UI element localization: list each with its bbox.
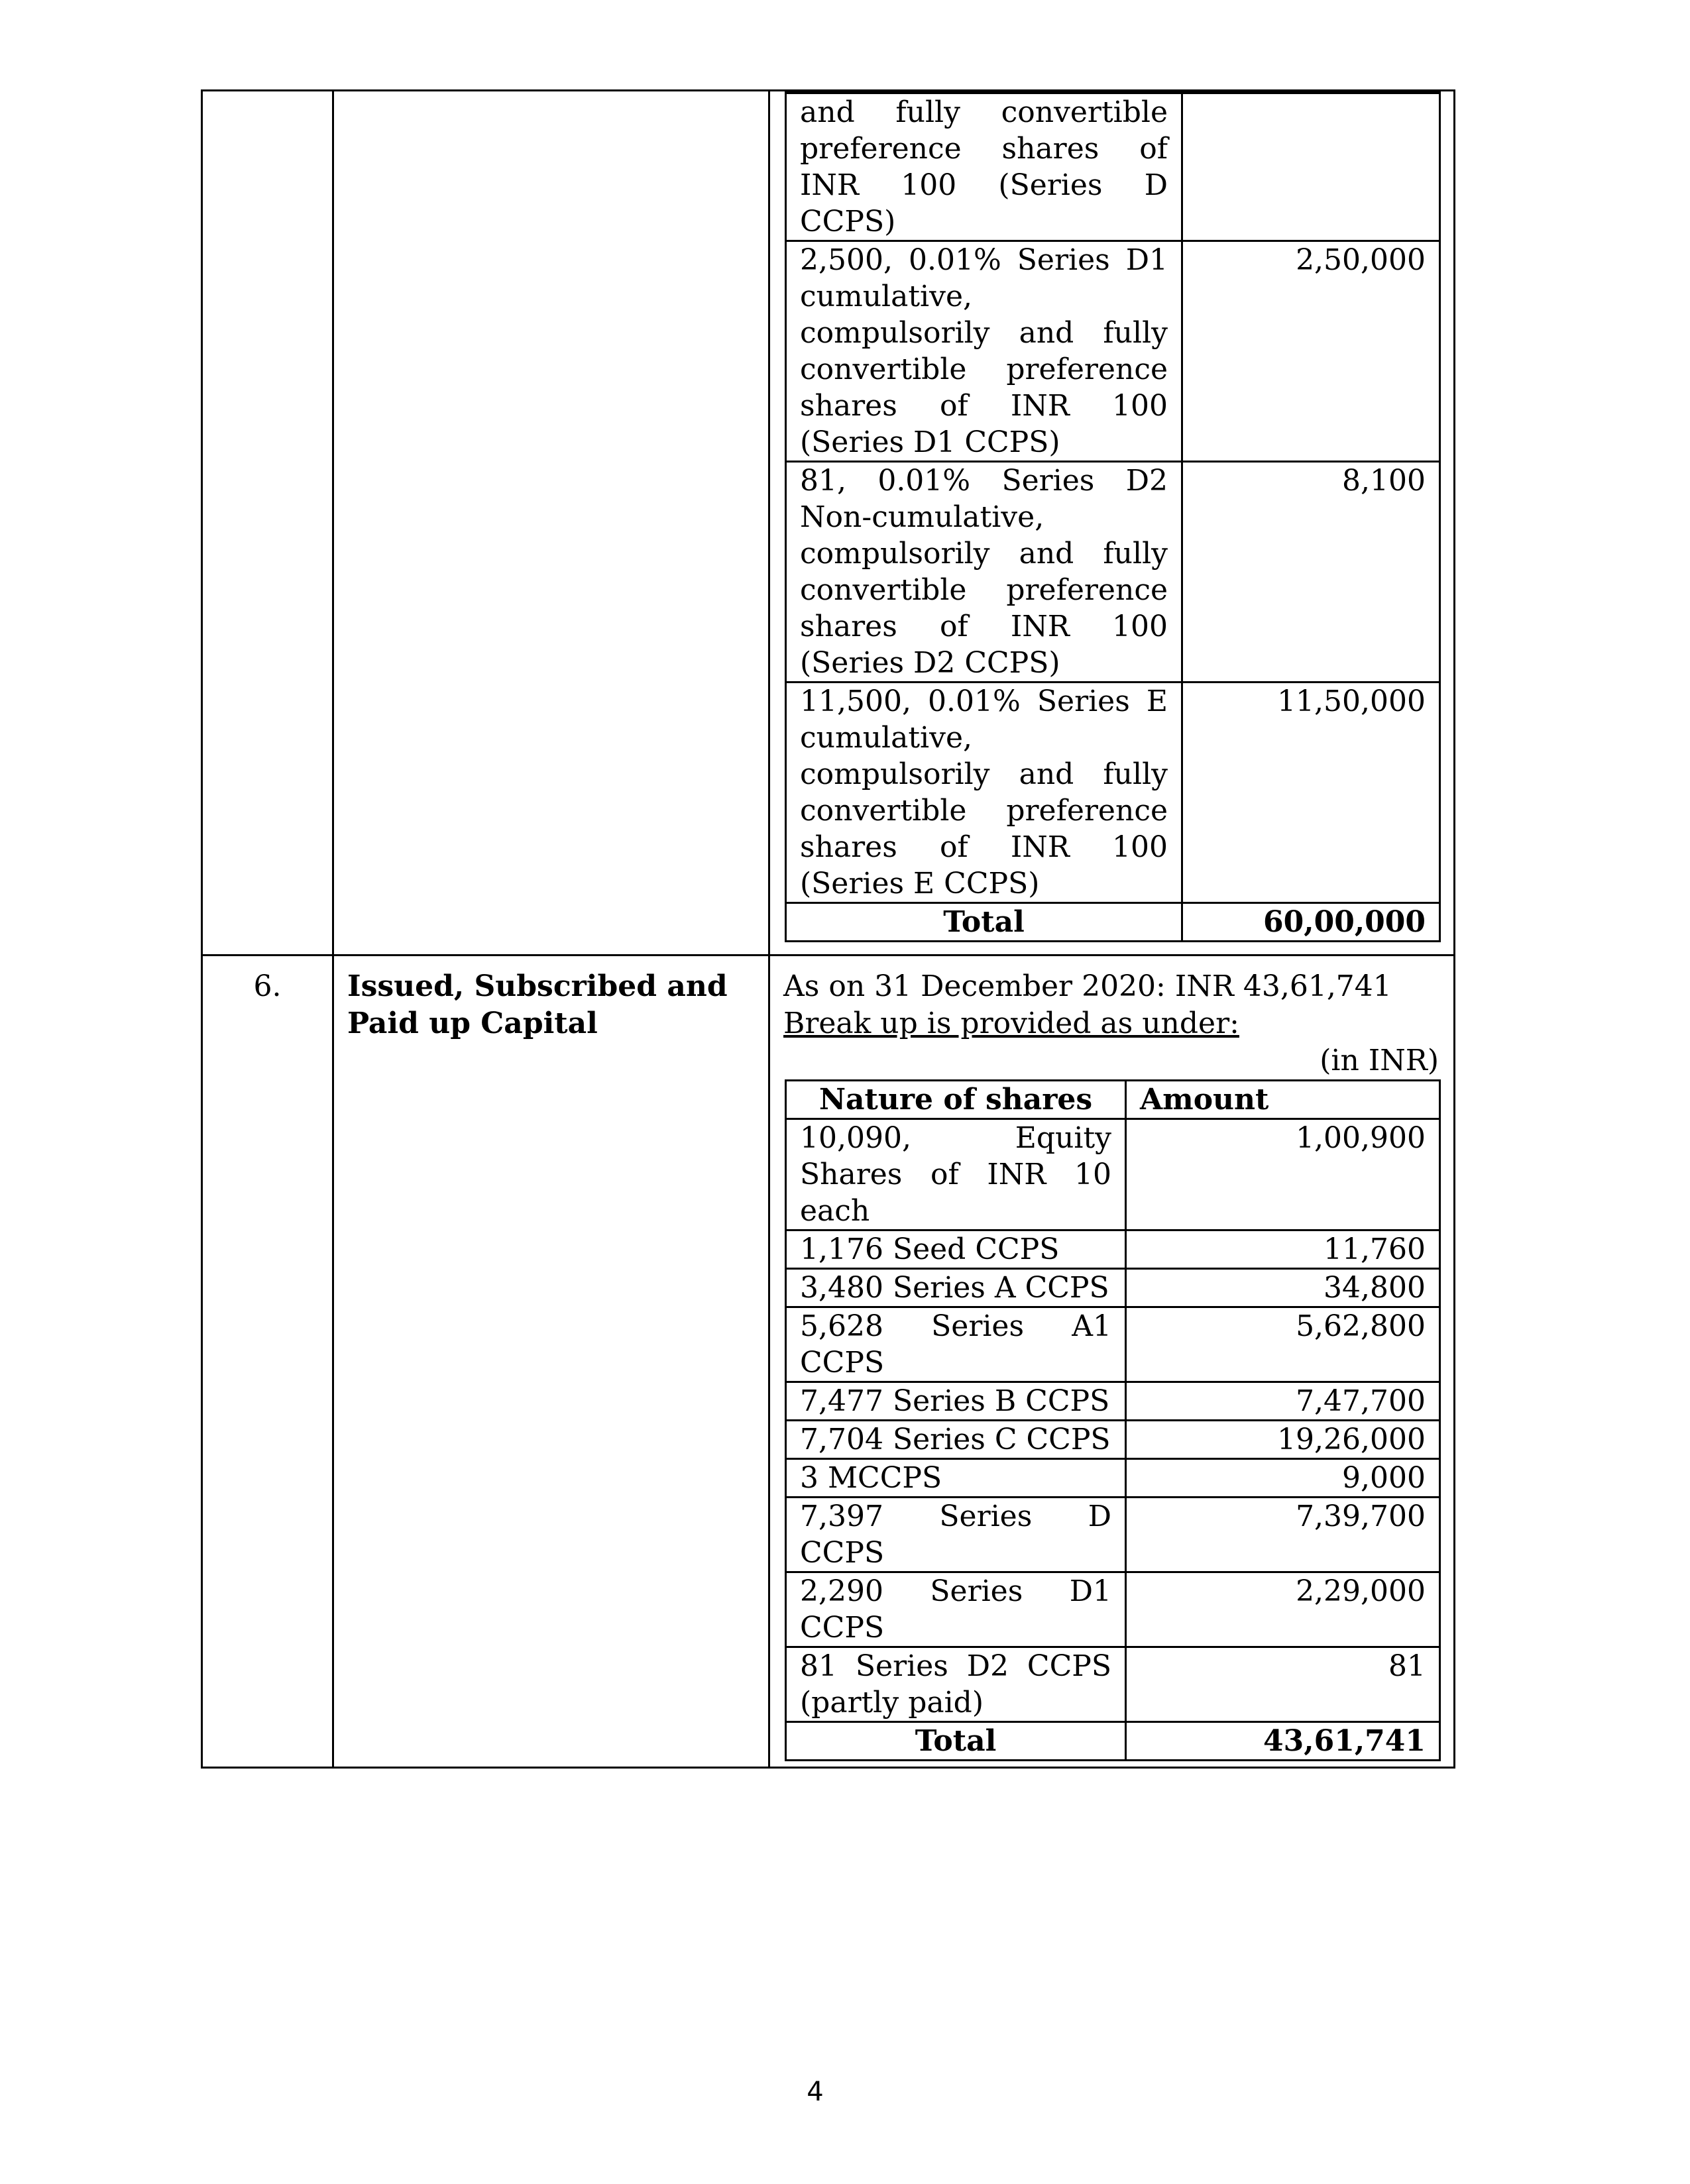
capital-structure-table (201, 89, 1455, 1769)
share-description: 10,090, Equity Shares of INR 10 each (786, 1119, 1126, 1230)
total-amount: 60,00,000 (1182, 903, 1440, 942)
share-description: 7,397 Series D CCPS (786, 1498, 1126, 1572)
authorised-capital-breakup-table (785, 91, 1441, 942)
column-header-nature: Nature of shares (786, 1081, 1126, 1119)
share-amount: 7,39,700 (1126, 1498, 1440, 1572)
section-5-sno-cell (202, 91, 333, 956)
share-amount: 7,47,700 (1126, 1382, 1440, 1421)
share-description: 5,628 Series A1 CCPS (786, 1307, 1126, 1382)
table-row (786, 1647, 1440, 1722)
page-number: 4 (807, 2077, 824, 2107)
issued-capital-breakup-table (785, 1079, 1441, 1761)
share-amount: 11,50,000 (1182, 682, 1440, 903)
section-5-row (202, 91, 1455, 956)
table-row (786, 1421, 1440, 1459)
table-row (786, 1230, 1440, 1269)
table-row (786, 682, 1440, 903)
share-amount: 1,00,900 (1126, 1119, 1440, 1230)
total-row (786, 903, 1440, 942)
section-6-detail-cell (769, 956, 1455, 1768)
share-description: 3,480 Series A CCPS (786, 1269, 1126, 1307)
table-row (786, 1498, 1440, 1572)
column-header-amount: Amount (1126, 1081, 1440, 1119)
share-description: 1,176 Seed CCPS (786, 1230, 1126, 1269)
total-amount: 43,61,741 (1126, 1722, 1440, 1761)
table-row (786, 1382, 1440, 1421)
share-description: 7,477 Series B CCPS (786, 1382, 1126, 1421)
share-amount: 5,62,800 (1126, 1307, 1440, 1382)
table-header-row (786, 1081, 1440, 1119)
table-row (786, 1269, 1440, 1307)
share-description: 2,500, 0.01% Series D1 cumulative, compulsorily and fully convertible preference shares of INR 100 (Series D1 CCPS) (786, 241, 1182, 462)
share-amount: 2,50,000 (1182, 241, 1440, 462)
table-row (786, 93, 1440, 241)
share-amount: 9,000 (1126, 1459, 1440, 1498)
share-description: 11,500, 0.01% Series E cumulative, compulsorily and fully convertible preference shares of INR 100 (Series E CCPS) (786, 682, 1182, 903)
table-row (786, 1119, 1440, 1230)
table-row (786, 241, 1440, 462)
section-6-row (202, 956, 1455, 1768)
share-amount: 2,29,000 (1126, 1572, 1440, 1647)
share-amount: 81 (1126, 1647, 1440, 1722)
share-description: 3 MCCPS (786, 1459, 1126, 1498)
share-amount: 11,760 (1126, 1230, 1440, 1269)
share-amount: 8,100 (1182, 462, 1440, 682)
share-description: 2,290 Series D1 CCPS (786, 1572, 1126, 1647)
unit-note: (in INR) (1320, 1044, 1439, 1077)
section-5-detail-cell (769, 91, 1455, 956)
share-amount (1182, 93, 1440, 241)
share-amount: 19,26,000 (1126, 1421, 1440, 1459)
share-description: 7,704 Series C CCPS (786, 1421, 1126, 1459)
total-row (786, 1722, 1440, 1761)
total-label: Total (786, 903, 1182, 942)
particular-heading: Issued, Subscribed and Paid up Capital (333, 956, 769, 1768)
section-5-particular-cell (333, 91, 769, 956)
share-amount: 34,800 (1126, 1269, 1440, 1307)
share-description: 81, 0.01% Series D2 Non-cumulative, compulsorily and fully convertible preference shares of INR 100 (Series D2 CCPS) (786, 462, 1182, 682)
share-description: 81 Series D2 CCPS (partly paid) (786, 1647, 1126, 1722)
total-label: Total (786, 1722, 1126, 1761)
as-on-statement: As on 31 December 2020: INR 43,61,741 (783, 969, 1392, 1003)
table-row (786, 1459, 1440, 1498)
table-row (786, 1572, 1440, 1647)
table-row (786, 462, 1440, 682)
table-row (786, 1307, 1440, 1382)
breakup-note: Break up is provided as under: (783, 1007, 1239, 1040)
serial-number: 6. (202, 956, 333, 1768)
share-description: and fully convertible preference shares of INR 100 (Series D CCPS) (786, 93, 1182, 241)
